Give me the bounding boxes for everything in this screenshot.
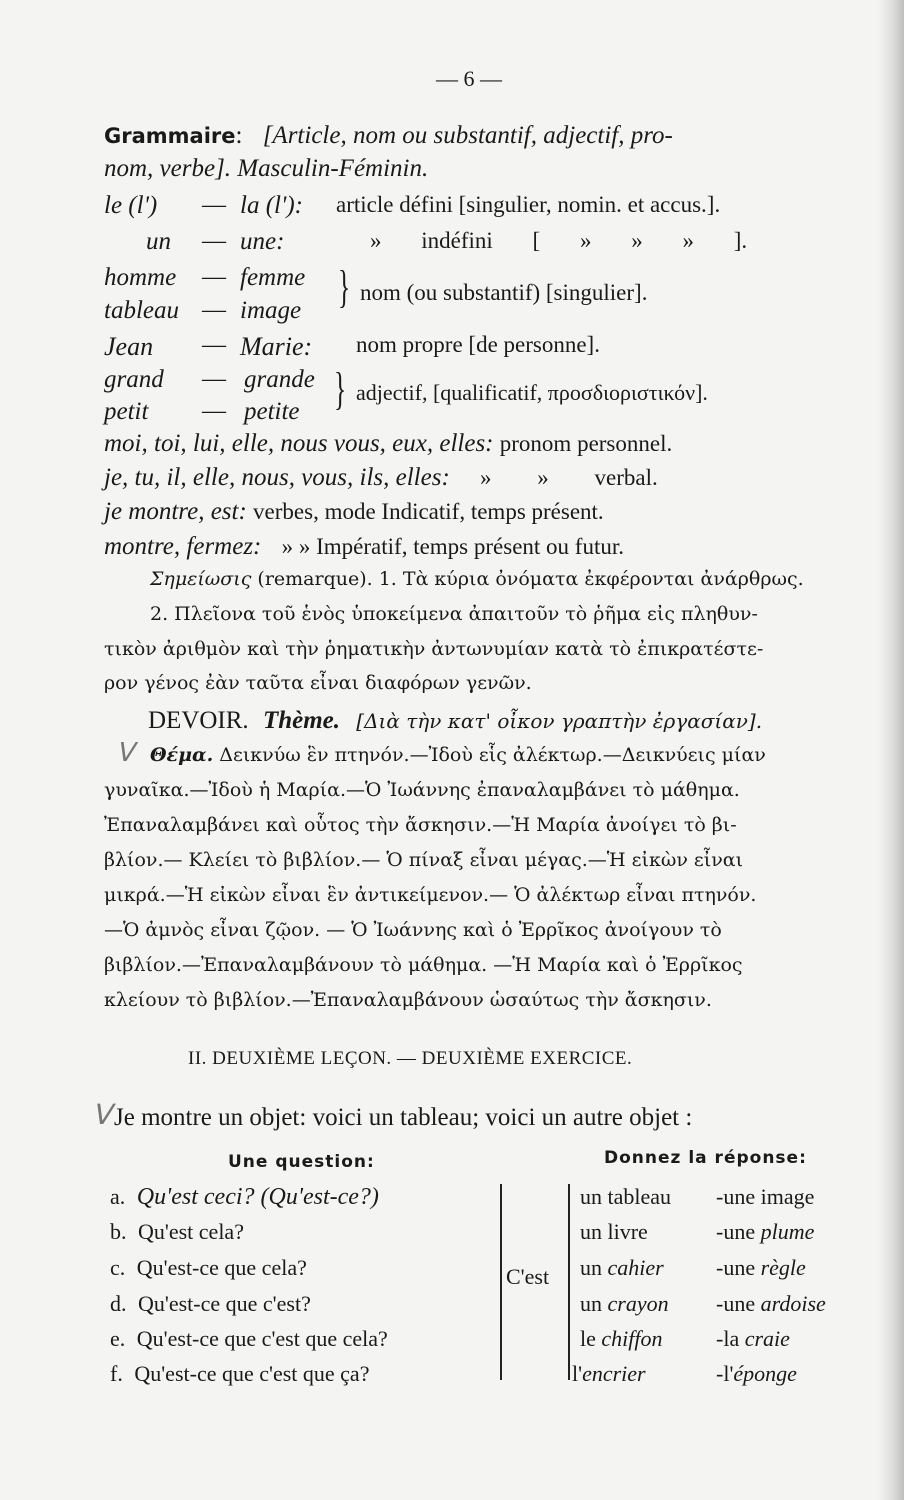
grammaire-bracket-line-1: [Article, nom ou substantif, adjectif, pro-: [262, 122, 673, 149]
row-desc: nom (ou substantif) [singulier].: [360, 280, 648, 305]
imperatif-words: montre, fermez:: [104, 533, 262, 560]
question-a: [110, 1184, 379, 1211]
row-dash: —: [202, 192, 226, 218]
row-dash: —: [202, 264, 226, 290]
question-letter: b.: [110, 1219, 127, 1244]
remarque-line-2: 2. Πλεῖονα τοῦ ἑνὸς ὑποκείμενα ἀπαιτοῦν τὸ ῥῆμα εἰς πληθυν-: [150, 603, 758, 625]
answer-m-3: [580, 1291, 669, 1317]
remarque-line-4: ρον γένος ἐὰν ταῦτα εἶναι διαφόρων γενῶν.: [104, 672, 532, 694]
verbes-desc: verbes, mode Indicatif, temps présent.: [253, 499, 604, 524]
question-text: Qu'est-ce que c'est?: [138, 1291, 311, 1316]
answer-m-noun: chiffon: [601, 1326, 663, 1351]
row-desc: nom propre [de personne].: [356, 332, 600, 357]
row-dash: —: [202, 228, 226, 254]
question-letter: d.: [110, 1291, 127, 1316]
row-desc: article défini [singulier, nomin. et accus.].: [336, 192, 721, 217]
grammaire-label: Grammaire: [104, 124, 236, 148]
row-left: petit: [104, 398, 149, 425]
imperatif-line: [104, 533, 624, 561]
remarque-line-3: τικὸν ἀριθμὸν καὶ τὴν ῥηματικὴν ἀντωνυμίαν κατὰ τὸ ἐπικρατέστε-: [104, 638, 764, 660]
thema-line-0: [150, 744, 766, 766]
thema-line-1: γυναῖκα.—Ἰδοὺ ἡ Μαρία.—Ὁ Ἰωάννης ἐπαναλαμβάνει τὸ μάθημα.: [104, 779, 740, 801]
answer-f-0: -une image: [716, 1184, 815, 1209]
je-tu-line: [104, 464, 658, 492]
answer-f-article: une: [723, 1255, 756, 1280]
question-letter: f.: [110, 1361, 123, 1386]
question-letter: c.: [110, 1255, 126, 1280]
devoir-label: DEVOIR.: [148, 707, 249, 734]
row-dash: —: [202, 366, 226, 392]
answer-m-article: un: [580, 1219, 602, 1244]
pencil-mark-v-1: ᐯ: [116, 738, 134, 767]
answer-f-2: -une règle: [716, 1255, 806, 1280]
row-left: un: [146, 228, 171, 255]
answer-f-1: -une plume: [716, 1219, 815, 1244]
remarque-line-1-rest: (remarque). 1. Τὰ κύρια ὀνόματα ἐκφέρονται ἀνάρθρως.: [257, 568, 804, 590]
pencil-mark-v-2: ᐯ: [92, 1100, 112, 1131]
questions-header: Une question:: [228, 1152, 375, 1172]
answer-m-noun: encrier: [582, 1361, 646, 1386]
answer-m-article: un: [580, 1184, 602, 1209]
answer-m-2: [580, 1255, 664, 1281]
answer-f-article: la: [723, 1326, 740, 1351]
verbes-line: [104, 498, 604, 526]
answer-m-article: un: [580, 1255, 602, 1280]
answer-f-article: une: [723, 1291, 756, 1316]
question-text: Qu'est cela?: [138, 1219, 244, 1244]
answer-f-article: une: [723, 1219, 756, 1244]
row-left: tableau: [104, 297, 179, 324]
row-left: grand: [104, 366, 164, 393]
question-text: Qu'est-ce que cela?: [136, 1255, 307, 1280]
answer-f-noun: plume: [760, 1219, 815, 1244]
question-letter: e.: [110, 1326, 126, 1351]
answer-m-5: [572, 1361, 646, 1387]
answer-m-article: l': [572, 1361, 583, 1386]
question-d: [110, 1291, 311, 1317]
answer-f-4: -la craie: [716, 1326, 790, 1351]
answer-f-noun: craie: [744, 1326, 790, 1351]
thema-line-7: κλείουν τὸ βιβλίον.—Ἐπαναλαμβάνουν ὡσαύτως τὴν ἄσκησιν.: [104, 989, 712, 1011]
row-left: Jean: [104, 332, 154, 361]
row-right: la (l'):: [240, 192, 303, 219]
questions-right-bracket: [500, 1184, 502, 1380]
row-right: Marie:: [240, 332, 313, 361]
remarque-greek-label: Σημείωσις: [150, 568, 252, 590]
question-b: [110, 1219, 244, 1245]
row-right: image: [240, 297, 302, 324]
row-desc: » indéfini [ » » » ].: [370, 228, 748, 253]
devoir-greek-note: [Διὰ τὴν κατ' οἶκον γραπτὴν ἐργασίαν].: [356, 709, 763, 733]
verbes-words: je montre, est:: [104, 498, 247, 525]
je-tu-words: je, tu, il, elle, nous, vous, ils, elles:: [104, 464, 450, 491]
question-text: Qu'est-ce que c'est que ça?: [134, 1361, 370, 1386]
answer-m-noun: livre: [607, 1219, 648, 1244]
thema-line-6: βιβλίον.—Ἐπαναλαμβάνουν τὸ μάθημα. —Ἡ Μαρία καὶ ὁ Ἐρρῖκος: [104, 954, 743, 976]
answer-m-article: le: [580, 1326, 596, 1351]
question-c: [110, 1255, 307, 1281]
answer-m-noun: cahier: [607, 1255, 664, 1280]
answer-f-3: -une ardoise: [716, 1291, 826, 1316]
row-left: homme: [104, 264, 177, 291]
row-desc: adjectif, [qualificatif, προσδιοριστικόν].: [356, 380, 708, 405]
question-e: [110, 1326, 388, 1352]
answer-f-noun: ardoise: [760, 1291, 826, 1316]
question-f: [110, 1361, 369, 1387]
answer-m-article: un: [580, 1291, 602, 1316]
imperatif-desc: » » Impératif, temps présent ou futur.: [281, 534, 624, 559]
pronoms-desc: pronom personnel.: [499, 431, 673, 456]
answer-m-noun: crayon: [607, 1291, 669, 1316]
thema-line-3: βλίον.— Κλείει τὸ βιβλίον.— Ὁ πίναξ εἶναι μέγας.—Ἡ εἰκὼν εἶναι: [104, 849, 744, 871]
grammaire-line-1: [104, 122, 673, 150]
answer-f-noun: éponge: [733, 1361, 797, 1386]
answer-m-0: [580, 1184, 671, 1210]
brace-nom: }: [338, 261, 351, 312]
row-dash: —: [202, 297, 226, 323]
thema-line-4: μικρά.—Ἡ εἰκὼν εἶναι ἓν ἀντικείμενον.— Ὁ ἀλέκτωρ εἶναι πτηνόν.: [104, 884, 757, 906]
question-text: Qu'est ceci? (Qu'est-ce?): [136, 1184, 379, 1210]
grammaire-colon: :: [235, 122, 243, 149]
answers-left-bracket: [568, 1184, 570, 1380]
row-right: grande: [244, 366, 315, 393]
je-tu-desc: » » verbal.: [480, 465, 658, 490]
row-right: petite: [244, 398, 300, 425]
thema-text-0: Δεικνύω ἓν πτηνόν.—Ἰδοὺ εἷς ἀλέκτωρ.—Δεικνύεις μίαν: [219, 744, 766, 766]
remarque-line-1: [150, 568, 804, 590]
brace-adjectif: }: [334, 363, 347, 414]
thema-line-2: Ἐπαναλαμβάνει καὶ οὗτος τὴν ἄσκησιν.—Ἡ Μαρία ἀνοίγει τὸ βι-: [104, 814, 737, 836]
lesson-2-intro: Je montre un objet: voici un tableau; voici un autre objet :: [114, 1104, 693, 1131]
lesson-2-heading: II. DEUXIÈME LEÇON. — DEUXIÈME EXERCICE.: [188, 1048, 633, 1069]
answer-f-article: l': [723, 1361, 734, 1386]
answer-f-noun: image: [760, 1184, 815, 1209]
grammaire-line-2: nom, verbe]. Masculin-Féminin.: [104, 155, 429, 182]
row-right: femme: [240, 264, 306, 291]
thema-label: Θέμα.: [150, 744, 214, 766]
answer-m-4: [580, 1326, 663, 1352]
row-right: une:: [240, 228, 285, 255]
answer-f-5: -l'éponge: [716, 1361, 797, 1386]
cest-label: C'est: [506, 1264, 550, 1289]
thema-line-5: —Ὁ ἀμνὸς εἶναι ζῷον. — Ὁ Ἰωάννης καὶ ὁ Ἐρρῖκος ἀνοίγουν τὸ: [104, 919, 722, 941]
question-text: Qu'est-ce que c'est que cela?: [136, 1326, 388, 1351]
page-edge-shadow: [878, 0, 904, 1500]
answer-m-1: [580, 1219, 648, 1245]
row-left: le (l'): [104, 192, 158, 219]
pronoms-words: moi, toi, lui, elle, nous vous, eux, elles:: [104, 430, 494, 457]
answer-f-article: une: [723, 1184, 756, 1209]
devoir-line: [148, 707, 762, 735]
devoir-theme: Thème.: [262, 707, 341, 734]
answer-f-noun: règle: [760, 1255, 806, 1280]
answers-header: Donnez la réponse:: [604, 1148, 807, 1168]
question-letter: a.: [110, 1184, 126, 1209]
row-dash: —: [202, 332, 226, 358]
row-dash: —: [202, 398, 226, 424]
pronoms-line: [104, 430, 672, 458]
page-number: — 6 —: [436, 66, 502, 91]
answer-m-noun: tableau: [607, 1184, 672, 1209]
